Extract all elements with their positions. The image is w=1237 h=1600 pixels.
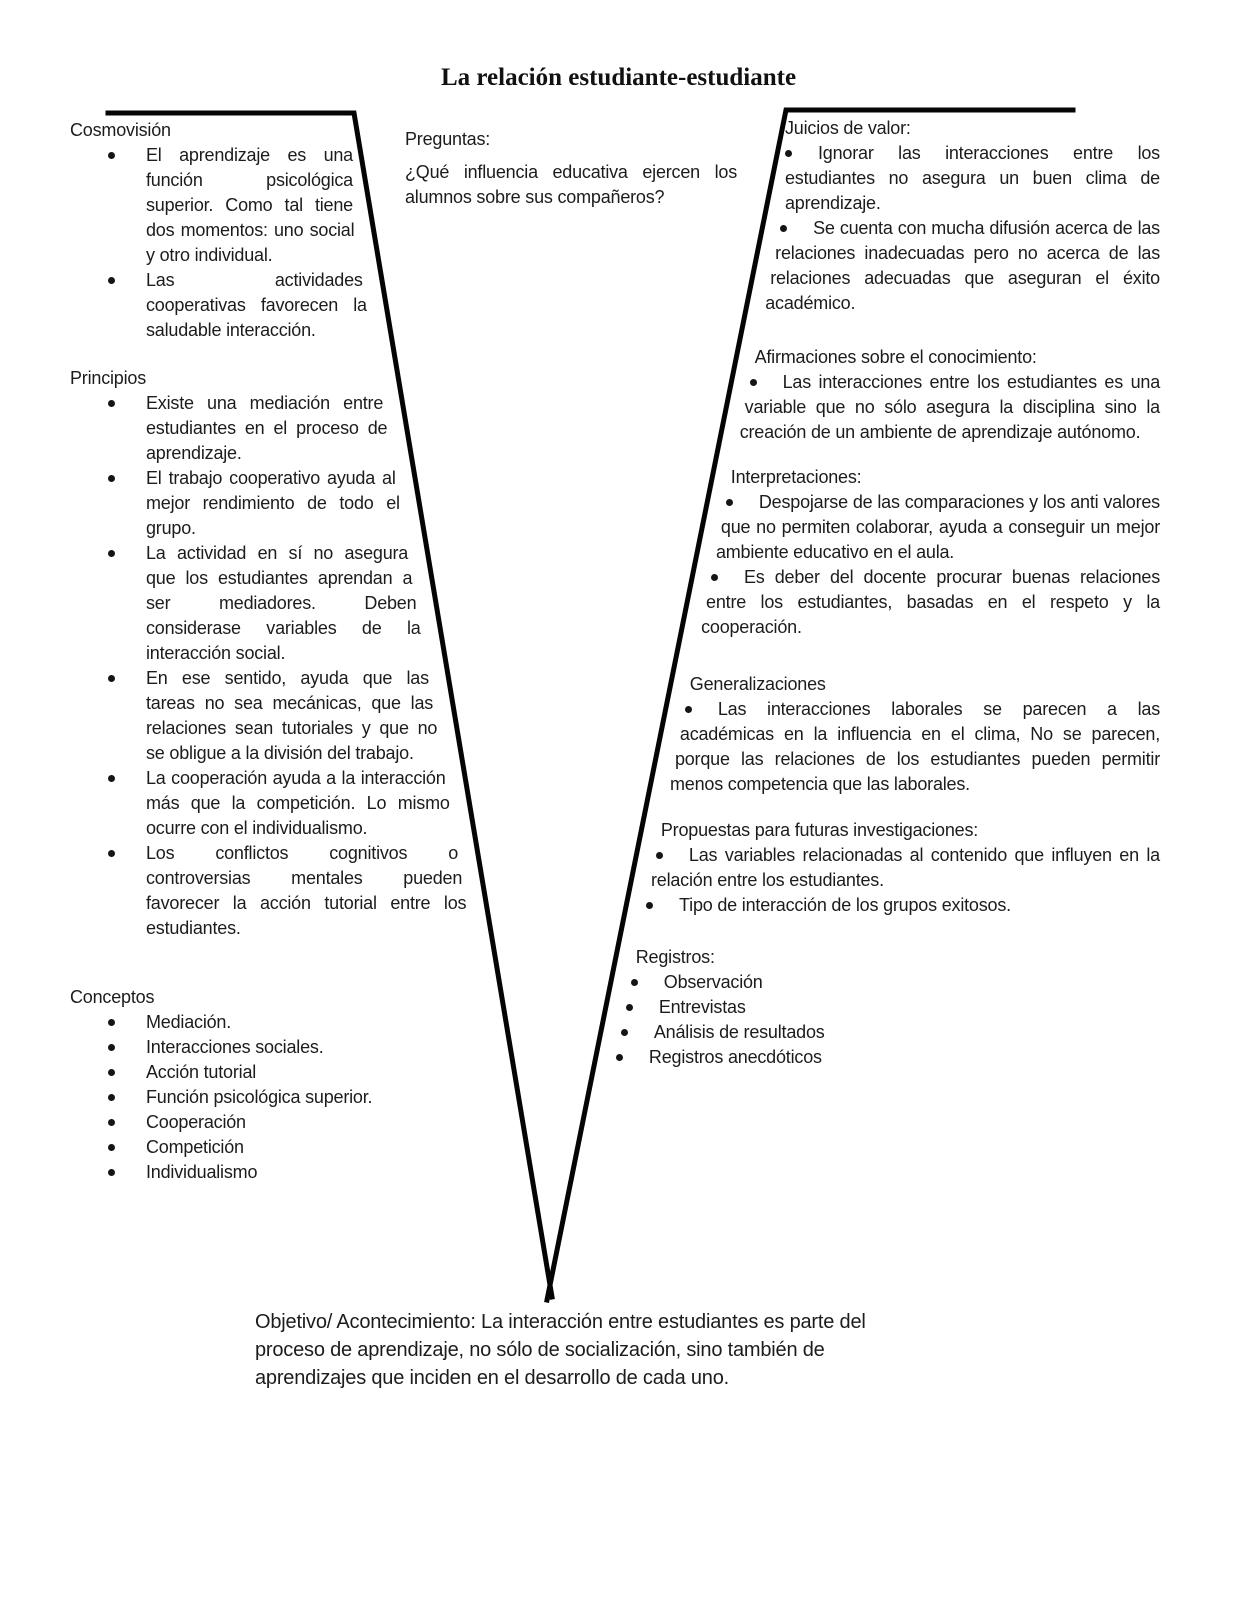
bullet-item: Mediación. — [146, 1010, 510, 1035]
section-heading: Registros: — [635, 947, 715, 967]
bullet-item: Existe una mediación entre estudiantes en el proceso de aprendizaje. — [146, 391, 510, 466]
bullet-item: Las interacciones laborales se parecen a las académicas en la influencia en el clima, No se parecen, porque las relaciones de los estudiantes pueden permitir menos competencia que las laborales. — [560, 697, 1160, 797]
bullet-item: Individualismo — [146, 1160, 510, 1185]
bullet-item: Despojarse de las comparaciones y los anti valores que no permiten colaborar, ayuda a conseguir un mejor ambiente educativo en el aula. — [560, 490, 1160, 565]
section-registros — [560, 945, 1160, 1070]
bullet-item: Los conflictos cognitivos o controversias mentales pueden favorecer la acción tutorial entre los estudiantes. — [146, 841, 510, 941]
bullet-item: La actividad en sí no asegura que los estudiantes aprendan a ser mediadores. Deben considerase variables de la interacción social. — [146, 541, 510, 666]
bullet-item: Análisis de resultados — [560, 1020, 1160, 1045]
bullet-item: Interacciones sociales. — [146, 1035, 510, 1060]
bullet-list — [70, 391, 510, 941]
section-heading: Propuestas para futuras investigaciones: — [660, 820, 979, 840]
bullet-item: Las actividades cooperativas favorecen la saludable interacción. — [146, 268, 510, 343]
bullet-item: Ignorar las interacciones entre los estudiantes no asegura un buen clima de aprendizaje. — [560, 141, 1160, 216]
bullet-item: Competición — [146, 1135, 510, 1160]
bullet-item: Entrevistas — [560, 995, 1160, 1020]
bullet-item: Acción tutorial — [146, 1060, 510, 1085]
section-heading: Afirmaciones sobre el conocimiento: — [754, 347, 1037, 367]
bullet-item: Tipo de interacción de los grupos exitosos. — [560, 893, 1160, 918]
bullet-item: Las variables relacionadas al contenido que influyen en la relación entre los estudiantes. — [560, 843, 1160, 893]
question-text: ¿Qué influencia educativa ejercen los alumnos sobre sus compañeros? — [405, 162, 737, 207]
section-heading: Juicios de valor: — [785, 118, 911, 138]
bullet-item: El aprendizaje es una función psicológica superior. Como tal tiene dos momentos: uno social y otro individual. — [146, 143, 510, 268]
section-heading: Principios — [70, 368, 147, 388]
section-conceptos — [70, 985, 510, 1185]
right-column — [560, 109, 1160, 1245]
section-heading: Interpretaciones: — [730, 467, 862, 487]
section-heading: Generalizaciones — [689, 674, 826, 694]
bullet-item: Las interacciones entre los estudiantes es una variable que no sólo asegura la disciplina sino la creación de un ambiente de aprendizaje autónomo. — [560, 370, 1160, 445]
bullet-item: La cooperación ayuda a la interacción más que la competición. Lo mismo ocurre con el individualismo. — [146, 766, 510, 841]
bullet-item: El trabajo cooperativo ayuda al mejor rendimiento de todo el grupo. — [146, 466, 510, 541]
bullet-list — [70, 1010, 510, 1185]
questions-heading: Preguntas: — [405, 129, 491, 149]
bullet-item: En ese sentido, ayuda que las tareas no sea mecánicas, que las relaciones sean tutoriales y que no se obligue a la división del trabajo. — [146, 666, 510, 766]
bullet-list — [560, 970, 1160, 1070]
bullet-item: Observación — [560, 970, 1160, 995]
bullet-item: Función psicológica superior. — [146, 1085, 510, 1110]
section-principios — [70, 366, 510, 941]
bullet-item: Registros anecdóticos — [560, 1045, 1160, 1070]
page-title: La relación estudiante-estudiante — [440, 64, 797, 91]
left-column — [70, 112, 510, 1185]
bullet-item: Es deber del docente procurar buenas relaciones entre los estudiantes, basadas en el respeto y la cooperación. — [560, 565, 1160, 640]
section-heading: Cosmovisión — [70, 120, 171, 140]
section-heading: Conceptos — [70, 987, 155, 1007]
bullet-item: Se cuenta con mucha difusión acerca de las relaciones inadecuadas pero no acerca de las relaciones adecuadas que aseguran el éxito académico. — [560, 216, 1160, 316]
bullet-item: Cooperación — [146, 1110, 510, 1135]
objective-text: Objetivo/ Acontecimiento: La interacción entre estudiantes es parte del proceso de aprendizaje, no sólo de socialización, sino también de aprendizajes que inciden en el desarrollo de cada uno. — [255, 1311, 866, 1389]
